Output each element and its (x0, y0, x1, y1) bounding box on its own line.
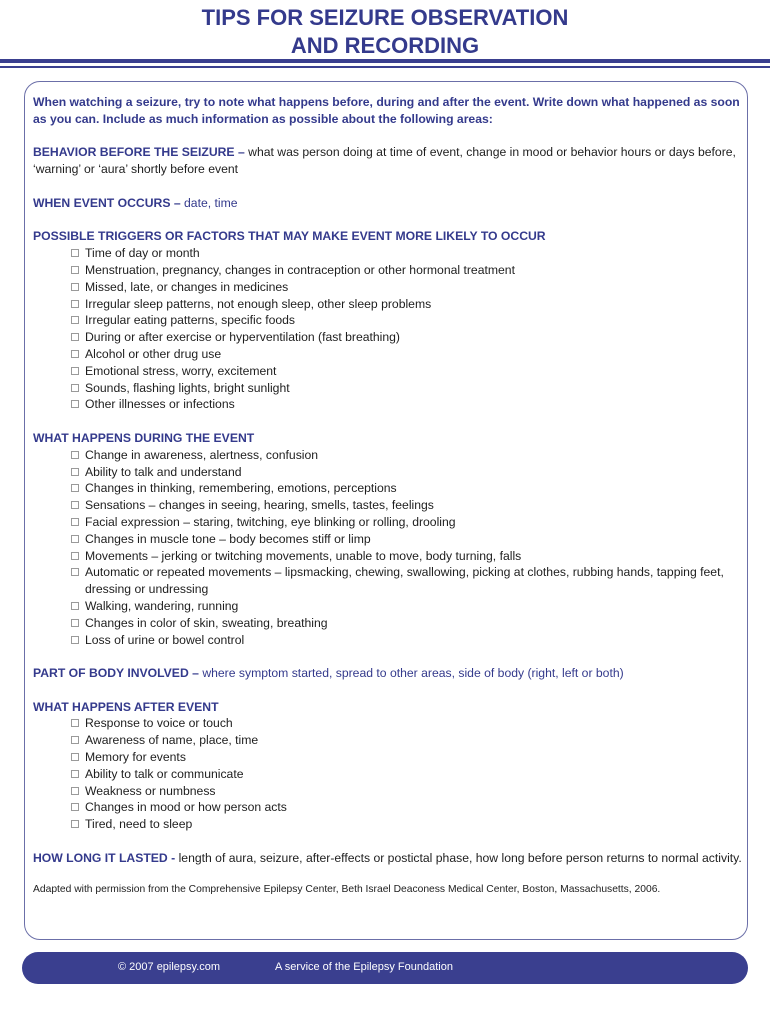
checklist-item-text: Irregular eating patterns, specific foods (85, 313, 296, 328)
checkbox-icon (71, 249, 79, 257)
checklist-item-text: Walking, wandering, running (85, 598, 239, 613)
content-body (33, 94, 743, 897)
checklist-item (33, 749, 743, 766)
intro-text: When watching a seizure, try to note what happens before, during and after the event. Write down what happened as soon as you can. Include as much information as possible about the following areas: (33, 95, 740, 126)
checklist-item (33, 279, 743, 296)
checklist-item (33, 799, 743, 816)
during-list (33, 447, 743, 649)
checklist-item-text: Sounds, flashing lights, bright sunlight (85, 380, 290, 395)
checkbox-icon (71, 552, 79, 560)
checklist-item (33, 245, 743, 262)
checkbox-icon (71, 300, 79, 308)
when-heading: WHEN EVENT OCCURS (33, 195, 171, 210)
checkbox-icon (71, 820, 79, 828)
checklist-item-text: Changes in mood or how person acts (85, 800, 287, 815)
checkbox-icon (71, 770, 79, 778)
checkbox-icon (71, 803, 79, 811)
title-rule-thin (0, 66, 770, 68)
checklist-item-text: Response to voice or touch (85, 716, 233, 731)
checklist-item (33, 329, 743, 346)
checklist-item (33, 766, 743, 783)
checkbox-icon (71, 602, 79, 610)
checklist-item (33, 732, 743, 749)
during-heading: WHAT HAPPENS DURING THE EVENT (33, 430, 255, 445)
page-title (0, 4, 770, 60)
when-text: date, time (184, 195, 238, 210)
citation: Adapted with permission from the Comprehensive Epilepsy Center, Beth Israel Deaconess Medical Center, Boston, Massachusetts, 2006. (33, 884, 661, 896)
checklist-item (33, 816, 743, 833)
checkbox-icon (71, 719, 79, 727)
checklist-item (33, 497, 743, 514)
checkbox-icon (71, 736, 79, 744)
behavior-dash: – (234, 145, 249, 160)
checklist-item-text: Alcohol or other drug use (85, 346, 222, 361)
duration-section (33, 850, 743, 867)
checklist-item (33, 296, 743, 313)
checklist-item (33, 380, 743, 397)
checkbox-icon (71, 753, 79, 761)
after-list (33, 715, 743, 833)
checkbox-icon (71, 568, 79, 576)
checkbox-icon (71, 518, 79, 526)
triggers-list (33, 245, 743, 413)
checkbox-icon (71, 283, 79, 291)
checkbox-icon (71, 468, 79, 476)
checklist-item-text: Facial expression – staring, twitching, eye blinking or rolling, drooling (85, 514, 456, 529)
triggers-heading: POSSIBLE TRIGGERS OR FACTORS THAT MAY MAKE EVENT MORE LIKELY TO OCCUR (33, 229, 546, 244)
checkbox-icon (71, 350, 79, 358)
checklist-item-text: Changes in color of skin, sweating, breathing (85, 615, 328, 630)
when-dash: – (170, 195, 185, 210)
checklist-item-text: Ability to talk and understand (85, 464, 242, 479)
checkbox-icon (71, 619, 79, 627)
title-line-1: TIPS FOR SEIZURE OBSERVATION (201, 5, 569, 30)
checklist-item-text: Time of day or month (85, 246, 200, 261)
behavior-text: what was person doing at time of event, change in mood or behavior hours or days before, ‘warning’ or ‘aura’ shortly before event (33, 145, 736, 177)
checkbox-icon (71, 451, 79, 459)
checklist-item (33, 632, 743, 649)
duration-text: length of aura, seizure, after-effects or postictal phase, how long before person returns to normal activity. (178, 850, 742, 865)
checklist-item-text: Irregular sleep patterns, not enough sleep, other sleep problems (85, 296, 432, 311)
checkbox-icon (71, 535, 79, 543)
checklist-item-text: Loss of urine or bowel control (85, 632, 245, 647)
checkbox-icon (71, 501, 79, 509)
after-heading: WHAT HAPPENS AFTER EVENT (33, 699, 219, 714)
checklist-item (33, 312, 743, 329)
checkbox-icon (71, 367, 79, 375)
checklist-item (33, 262, 743, 279)
checklist-item-text: During or after exercise or hyperventilation (fast breathing) (85, 330, 400, 345)
checklist-item (33, 396, 743, 413)
checklist-item (33, 514, 743, 531)
checklist-item (33, 783, 743, 800)
checklist-item-text: Other illnesses or infections (85, 397, 235, 412)
checklist-item (33, 564, 743, 598)
checklist-item (33, 346, 743, 363)
checklist-item-text: Awareness of name, place, time (85, 733, 259, 748)
checkbox-icon (71, 333, 79, 341)
checkbox-icon (71, 316, 79, 324)
footer-service: A service of the Epilepsy Foundation (275, 961, 453, 973)
body-part-section (33, 665, 743, 682)
checklist-item-text: Emotional stress, worry, excitement (85, 363, 277, 378)
checklist-item-text: Menstruation, pregnancy, changes in contraception or other hormonal treatment (85, 262, 515, 277)
behavior-section (33, 144, 743, 178)
checkbox-icon (71, 636, 79, 644)
checklist-item-text: Missed, late, or changes in medicines (85, 279, 289, 294)
checkbox-icon (71, 484, 79, 492)
checklist-item-text: Changes in thinking, remembering, emotions, perceptions (85, 481, 397, 496)
duration-heading: HOW LONG IT LASTED (33, 850, 168, 865)
checklist-item (33, 480, 743, 497)
checklist-item (33, 715, 743, 732)
body-part-heading: PART OF BODY INVOLVED (33, 666, 189, 681)
checklist-item-text: Ability to talk or communicate (85, 766, 244, 781)
checkbox-icon (71, 400, 79, 408)
checklist-item-text: Movements – jerking or twitching movements, unable to move, body turning, falls (85, 548, 522, 563)
checkbox-icon (71, 266, 79, 274)
checklist-item-text: Automatic or repeated movements – lipsmacking, chewing, swallowing, picking at clothes, rubbing hands, tapping feet, dressing or undressing (85, 565, 724, 597)
checklist-item (33, 615, 743, 632)
checklist-item (33, 598, 743, 615)
checklist-item-text: Weakness or numbness (85, 783, 216, 798)
checklist-item (33, 548, 743, 565)
body-part-dash: – (188, 666, 203, 681)
duration-dash: - (167, 850, 179, 865)
checkbox-icon (71, 787, 79, 795)
checklist-item (33, 447, 743, 464)
footer-bar (22, 952, 748, 984)
title-rule-thick (0, 59, 770, 63)
checklist-item (33, 363, 743, 380)
title-line-2: AND RECORDING (290, 33, 480, 58)
checkbox-icon (71, 384, 79, 392)
checklist-item-text: Changes in muscle tone – body becomes stiff or limp (85, 531, 371, 546)
checklist-item-text: Tired, need to sleep (85, 817, 193, 832)
footer-copyright: © 2007 epilepsy.com (118, 961, 221, 973)
body-part-text: where symptom started, spread to other areas, side of body (right, left or both) (202, 666, 624, 681)
checklist-item (33, 464, 743, 481)
behavior-heading: BEHAVIOR BEFORE THE SEIZURE (33, 145, 235, 160)
checklist-item-text: Sensations – changes in seeing, hearing, smells, tastes, feelings (85, 498, 434, 513)
checklist-item-text: Change in awareness, alertness, confusion (85, 447, 319, 462)
checklist-item-text: Memory for events (85, 750, 186, 765)
checklist-item (33, 531, 743, 548)
when-section (33, 195, 743, 212)
